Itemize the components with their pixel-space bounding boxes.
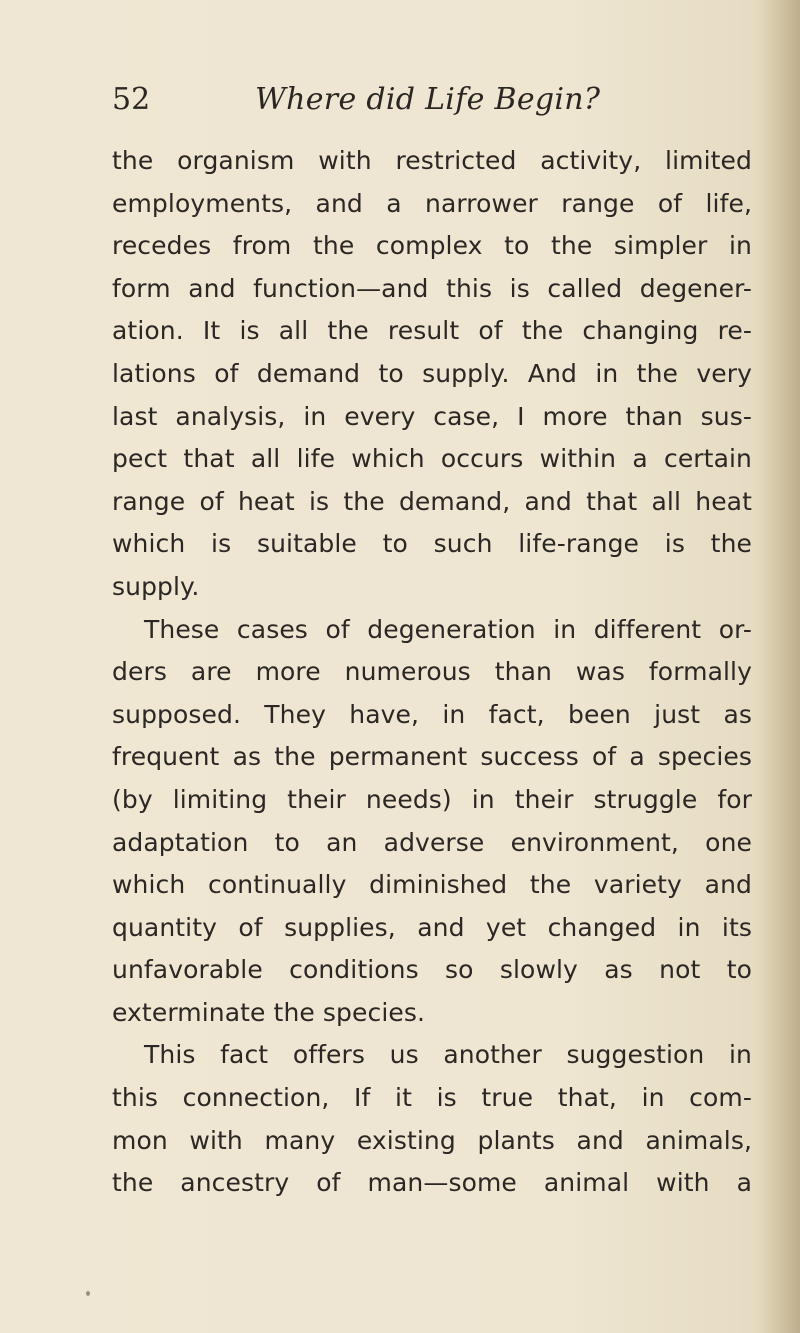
text-line: supposed. They have, in fact, been just as — [112, 699, 752, 729]
text-line: the ancestry of man—some animal with a — [112, 1168, 752, 1198]
text-line: unfavorable conditions so slowly as not to — [112, 955, 752, 985]
text-line: employments, and a narrower range of life, — [112, 188, 752, 218]
text-line: form and function—and this is called degener- — [112, 273, 752, 303]
page-header — [112, 78, 732, 128]
text-line: lations of demand to supply. And in the very — [112, 358, 752, 388]
text-line: supply. — [112, 571, 200, 601]
text-line: This fact offers us another suggestion in — [144, 1040, 752, 1070]
page-number: 52 — [112, 82, 151, 117]
text-line: (by limiting their needs) in their struggle for — [112, 784, 752, 814]
text-line: recedes from the complex to the simpler in — [112, 231, 752, 261]
text-line: which continually diminished the variety and — [112, 870, 752, 900]
paper-speck — [86, 1291, 90, 1296]
text-line: mon with many existing plants and animals, — [112, 1125, 752, 1155]
text-line: adaptation to an adverse environment, one — [112, 827, 752, 857]
text-line: this connection, If it is true that, in com- — [112, 1083, 752, 1113]
text-line: last analysis, in every case, I more than sus- — [112, 401, 752, 431]
text-line: ation. It is all the result of the changing re- — [112, 316, 752, 346]
body-text — [112, 140, 752, 1205]
text-line: which is suitable to such life-range is the — [112, 529, 752, 559]
text-line: pect that all life which occurs within a certain — [112, 444, 752, 474]
running-title: Where did Life Begin? — [255, 82, 601, 117]
text-line: exterminate the species. — [112, 997, 426, 1027]
text-line: range of heat is the demand, and that all heat — [112, 486, 752, 516]
text-line: frequent as the permanent success of a species — [112, 742, 752, 772]
text-line: These cases of degeneration in different or- — [144, 614, 752, 644]
text-line: ders are more numerous than was formally — [112, 657, 752, 687]
page-edge-shadow — [758, 0, 800, 1333]
text-line: the organism with restricted activity, limited — [112, 146, 752, 175]
text-line: quantity of supplies, and yet changed in its — [112, 912, 752, 942]
